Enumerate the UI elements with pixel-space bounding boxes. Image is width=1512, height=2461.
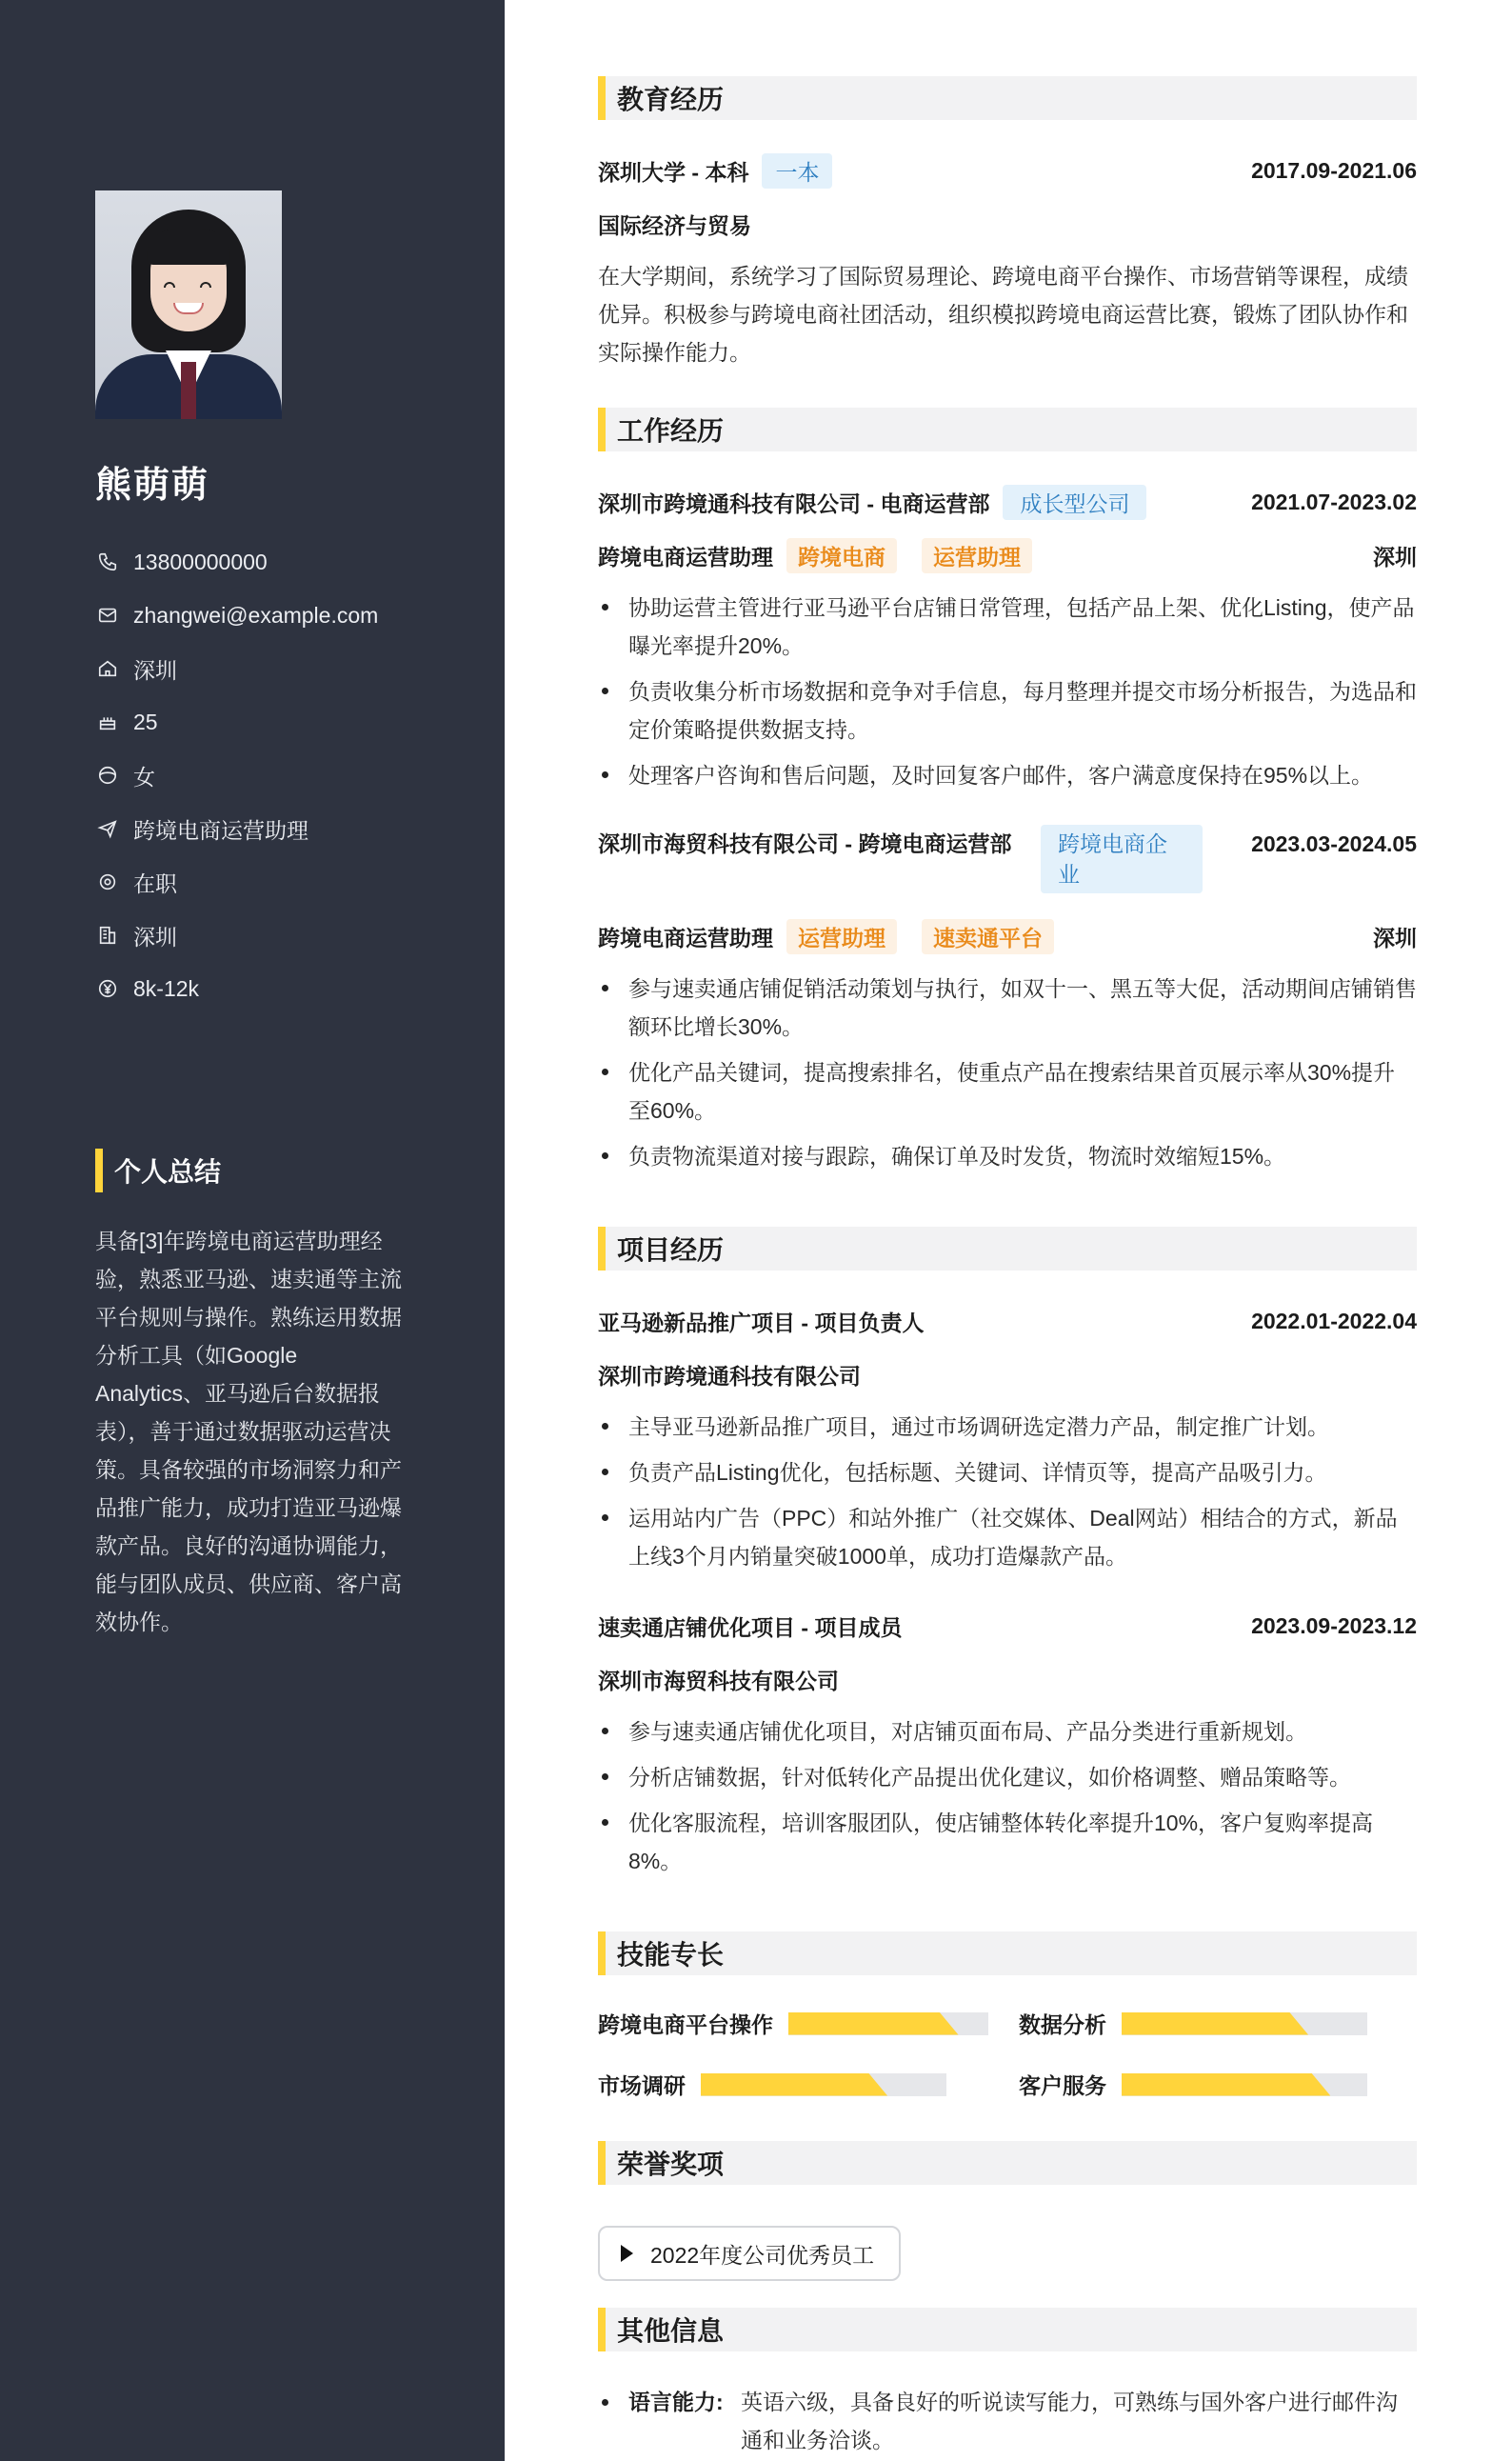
profile-photo [95, 190, 282, 419]
job-1-city: 深圳 [1373, 544, 1417, 570]
summary-heading [95, 1148, 221, 1193]
list-item: 参与速卖通店铺优化项目，对店铺页面布局、产品分类进行重新规划。 [598, 1712, 1417, 1751]
summary-text: 具备[3]年跨境电商运营助理经验，熟悉亚马逊、速卖通等主流平台规则与操作。熟练运用数据分析工具（如Google Analytics、亚马逊后台数据报表），善于通过数据驱动运营决策。具备较强的市场洞察力和产品推广能力，成功打造亚马逊爆款产品。良好的沟通协调能力，能与团队成员、供应商、客户高效协作。 [95, 1229, 402, 1634]
job-1-role-row [598, 537, 1417, 573]
job-2-skill-tag: 速卖通平台 [922, 919, 1054, 954]
projects-title: 项目经历 [617, 1235, 725, 1265]
award-item [598, 2226, 901, 2281]
job-2-role-row [598, 918, 1417, 954]
honors-title: 荣誉奖项 [617, 2150, 725, 2179]
project-2-company-row [598, 1661, 1417, 1697]
email-row [95, 589, 378, 642]
skill-item [598, 2069, 946, 2100]
job-1-header [598, 484, 1417, 520]
major-row [598, 206, 1417, 242]
age-row [95, 695, 378, 749]
job-1-skill-tag: 运营助理 [922, 538, 1032, 573]
job-2-role: 跨境电商运营助理 [598, 925, 773, 950]
work-title: 工作经历 [617, 416, 725, 446]
list-item: 负责物流渠道对接与跟踪，确保订单及时发货，物流时效缩短15%。 [598, 1137, 1417, 1175]
other-info [598, 2383, 1417, 2459]
education-heading [598, 76, 1417, 120]
phone-text: 13800000000 [133, 549, 268, 574]
skill-name: 数据分析 [1019, 2012, 1106, 2037]
city-text: 深圳 [133, 924, 177, 950]
project-1-period: 2022.01-2022.04 [1251, 1308, 1417, 1333]
skill-fill [1122, 2073, 1330, 2096]
cake-icon [95, 710, 120, 734]
education-row [598, 152, 1417, 189]
skill-item [1019, 2008, 1367, 2039]
gender-row [95, 749, 378, 802]
language-text: 英语六级，具备良好的听说读写能力，可熟练与国外客户进行邮件沟通和业务洽谈。 [741, 2390, 1398, 2452]
city-row [95, 909, 378, 962]
status-icon [95, 870, 120, 894]
projects-heading [598, 1227, 1417, 1271]
education-description: 在大学期间，系统学习了国际贸易理论、跨境电商平台操作、市场营销等课程，成绩优异。积极参与跨境电商社团活动，组织模拟跨境电商运营比赛，锻炼了团队协作和实际操作能力。 [598, 264, 1408, 365]
location-text: 深圳 [133, 657, 177, 683]
job-2-period: 2023.03-2024.05 [1251, 831, 1417, 856]
list-item: 主导亚马逊新品推广项目，通过市场调研选定潜力产品，制定推广计划。 [598, 1408, 1417, 1446]
school-name: 深圳大学 - 本科 [598, 159, 749, 185]
list-item: 处理客户咨询和售后问题，及时回复客户邮件，客户满意度保持在95%以上。 [598, 756, 1417, 794]
honors-heading [598, 2141, 1417, 2185]
list-item: 优化客服流程，培训客服团队，使店铺整体转化率提升10%，客户复购率提高8%。 [598, 1804, 1417, 1880]
skills-heading [598, 1931, 1417, 1975]
project-1-bullets [598, 1408, 1417, 1583]
location-row [95, 642, 378, 695]
education-title: 教育经历 [617, 85, 725, 114]
job-1-company: 深圳市跨境通科技有限公司 - 电商运营部 [598, 490, 990, 516]
list-item: 运用站内广告（PPC）和站外推广（社交媒体、Deal网站）相结合的方式，新品上线3个月内销量突破1000单，成功打造爆款产品。 [598, 1499, 1417, 1575]
list-item: 协助运营主管进行亚马逊平台店铺日常管理，包括产品上架、优化Listing，使产品曝光率提升20%。 [598, 589, 1417, 665]
project-1-company-row [598, 1356, 1417, 1392]
contact-info [95, 535, 378, 1015]
other-title: 其他信息 [617, 2316, 725, 2346]
skill-name: 客户服务 [1019, 2073, 1106, 2098]
yen-icon [95, 976, 120, 1001]
skill-bar [1122, 2073, 1367, 2096]
summary-title: 个人总结 [114, 1157, 222, 1187]
job-1-period: 2021.07-2023.02 [1251, 489, 1417, 514]
job-2-city: 深圳 [1373, 925, 1417, 950]
major: 国际经济与贸易 [598, 212, 751, 238]
skill-bar [701, 2073, 946, 2096]
play-icon [621, 2245, 633, 2262]
other-heading [598, 2308, 1417, 2351]
skill-name: 跨境电商平台操作 [598, 2012, 773, 2037]
email-text: zhangwei@example.com [133, 602, 379, 628]
project-2-period: 2023.09-2023.12 [1251, 1612, 1417, 1638]
gender-icon [95, 763, 120, 788]
education-period: 2017.09-2021.06 [1251, 157, 1417, 183]
skill-name: 市场调研 [598, 2073, 686, 2098]
profile-name: 熊萌萌 [95, 466, 210, 506]
job-1-bullets [598, 589, 1417, 802]
skill-bar [1122, 2012, 1367, 2035]
job-1-skill-tag: 跨境电商 [786, 538, 897, 573]
skill-bar [788, 2012, 988, 2035]
job-1-tag: 成长型公司 [1003, 485, 1146, 520]
skill-fill [788, 2012, 959, 2035]
salary-row [95, 962, 378, 1015]
skills-title: 技能专长 [617, 1940, 725, 1970]
phone-row [95, 535, 378, 589]
position-text: 跨境电商运营助理 [133, 817, 308, 843]
list-item: 参与速卖通店铺促销活动策划与执行，如双十一、黑五等大促，活动期间店铺销售额环比增长30%。 [598, 970, 1417, 1046]
list-item: 分析店铺数据，针对低转化产品提出优化建议，如价格调整、赠品策略等。 [598, 1758, 1417, 1796]
mail-icon [95, 603, 120, 628]
project-1-header [598, 1303, 1417, 1339]
job-2-company: 深圳市海贸科技有限公司 - 跨境电商运营部 [598, 831, 1012, 856]
list-item: 优化产品关键词，提高搜索排名，使重点产品在搜索结果首页展示率从30%提升至60%。 [598, 1053, 1417, 1130]
skill-item [1019, 2069, 1367, 2100]
status-text: 在职 [133, 870, 177, 896]
job-2-bullets [598, 970, 1417, 1183]
phone-icon [95, 550, 120, 574]
age-text: 25 [133, 709, 158, 734]
project-2-header [598, 1608, 1417, 1644]
skill-item [598, 2008, 988, 2039]
project-1-company: 深圳市跨境通科技有限公司 [598, 1363, 861, 1389]
job-2-header [598, 825, 1417, 901]
school-tag: 一本 [762, 153, 832, 189]
skill-fill [1122, 2012, 1308, 2035]
home-icon [95, 656, 120, 681]
project-2-name: 速卖通店铺优化项目 - 项目成员 [598, 1614, 903, 1640]
building-icon [95, 923, 120, 948]
sidebar [0, 0, 505, 2461]
list-item: 负责产品Listing优化，包括标题、关键词、详情页等，提高产品吸引力。 [598, 1453, 1417, 1491]
list-item: 负责收集分析市场数据和竞争对手信息，每月整理并提交市场分析报告，为选品和定价策略提供数据支持。 [598, 672, 1417, 749]
project-1-name: 亚马逊新品推广项目 - 项目负责人 [598, 1310, 925, 1335]
status-row [95, 855, 378, 909]
job-2-tag: 跨境电商企业 [1041, 825, 1203, 893]
skill-fill [701, 2073, 887, 2096]
job-1-role: 跨境电商运营助理 [598, 544, 773, 570]
job-2-skill-tag: 运营助理 [786, 919, 897, 954]
language-label: 语言能力: [628, 2390, 724, 2414]
award-text: 2022年度公司优秀员工 [650, 2242, 875, 2268]
salary-text: 8k-12k [133, 975, 200, 1001]
position-row [95, 802, 378, 855]
send-icon [95, 816, 120, 841]
project-2-company: 深圳市海贸科技有限公司 [598, 1668, 839, 1693]
work-heading [598, 408, 1417, 451]
project-2-bullets [598, 1712, 1417, 1888]
gender-text: 女 [133, 764, 155, 790]
